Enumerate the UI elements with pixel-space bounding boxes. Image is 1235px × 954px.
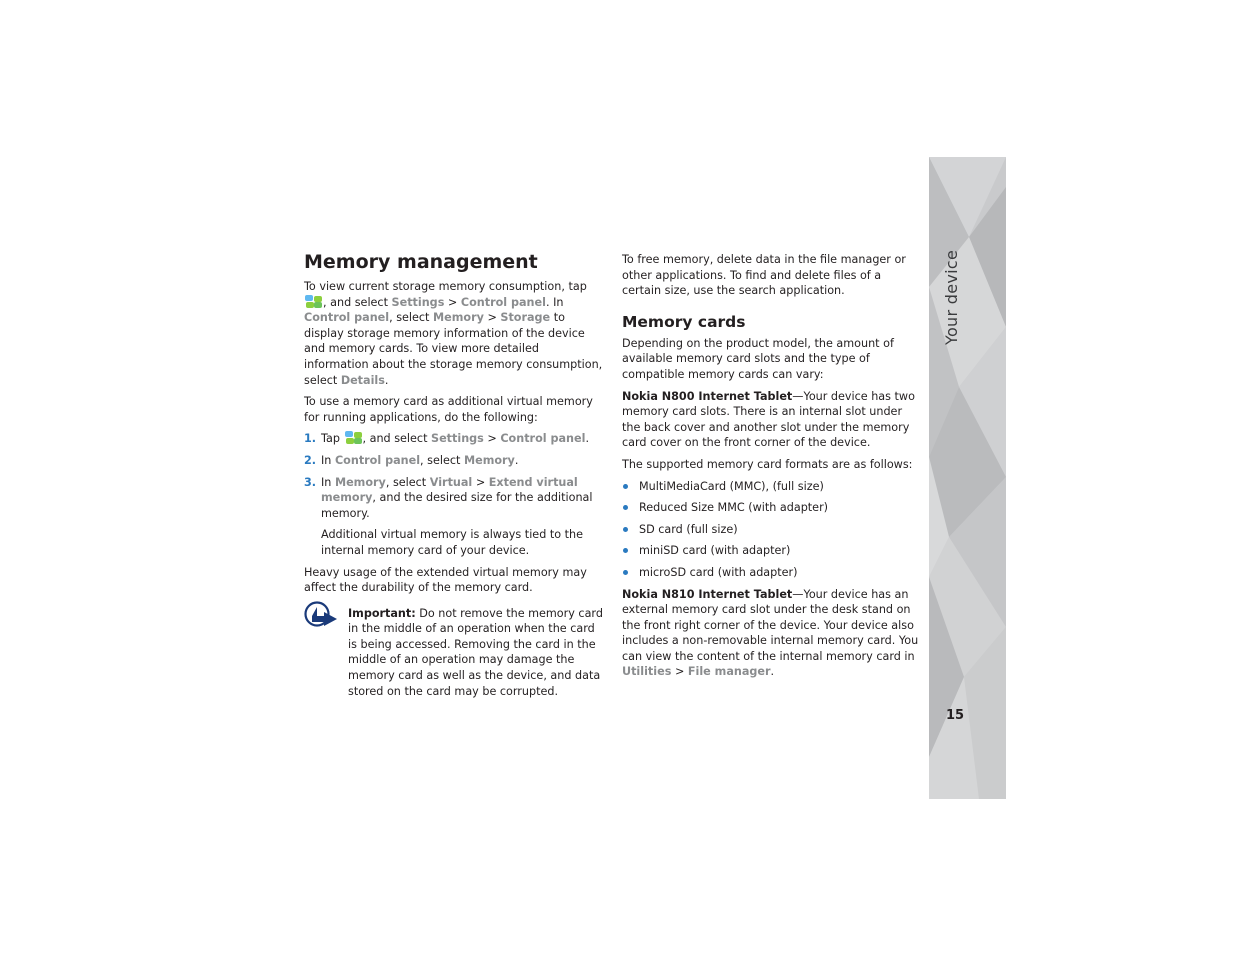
path-separator: > [674, 665, 685, 679]
list-item [622, 522, 922, 538]
menu-file-manager: File manager [687, 665, 771, 679]
durability-paragraph: Heavy usage of the extended virtual memory may affect the durability of the memory card. [304, 565, 587, 595]
text: . In [545, 295, 564, 309]
formats-list [622, 479, 922, 581]
text: —Your device has an external memory card slot under the desk stand on the front right corner of the device. Your device also includes a non-removable internal memory card. You can view the content of the internal memory card in [622, 587, 919, 663]
bullet-icon [623, 527, 628, 532]
n810-paragraph [622, 587, 922, 681]
path-separator: > [487, 311, 497, 325]
menu-memory: Memory [334, 475, 386, 489]
menu-memory: Memory [463, 453, 515, 467]
menu-utilities: Utilities [622, 665, 672, 679]
list-item [304, 453, 604, 469]
menu-details: Details [340, 373, 385, 387]
list-item [622, 565, 922, 581]
important-note [304, 606, 604, 700]
memory-cards-intro: Depending on the product model, the amount of available memory card slots and the type of compatible memory cards can vary: [622, 336, 894, 381]
step-number: 3. [304, 475, 317, 489]
menu-memory: Memory [433, 311, 484, 325]
page-title: Memory management [304, 251, 538, 273]
virtual-memory-intro: To use a memory card as additional virtual memory for running applications, do the following: [304, 395, 593, 424]
menu-control-panel: Control panel [334, 453, 421, 467]
text: . [585, 432, 589, 446]
model-label: Nokia N810 Internet Tablet [622, 587, 793, 601]
model-label: Nokia N800 Internet Tablet [622, 389, 793, 403]
text: and select [330, 295, 388, 309]
important-warning-icon [304, 601, 340, 629]
list-item [622, 479, 922, 495]
text: Tap [321, 432, 340, 446]
chapter-sidebar [929, 157, 1006, 799]
formats-intro: The supported memory card formats are as follows: [622, 457, 913, 471]
n800-paragraph [622, 389, 922, 451]
free-memory-paragraph: To free memory, delete data in the file manager or other applications. To find and delete files of a certain size, use the search application. [622, 253, 906, 298]
text: , [323, 295, 327, 309]
menu-settings: Settings [431, 432, 484, 446]
text: . [770, 665, 775, 679]
application-menu-icon [344, 431, 363, 445]
path-separator: > [475, 475, 486, 489]
path-separator: > [447, 295, 458, 309]
bullet-icon [623, 548, 628, 553]
text: In [321, 475, 332, 489]
left-column [304, 250, 604, 699]
text: . [514, 453, 519, 467]
text: —Your device has two memory card slots. There is an internal slot under the back cover and another slot under the memory card cover on the front corner of the device. [622, 389, 915, 450]
format-text: SD card (full size) [639, 522, 738, 536]
path-separator: > [487, 432, 497, 446]
list-item [304, 431, 604, 447]
right-column [622, 252, 922, 686]
section-title-memory-cards: Memory cards [622, 312, 746, 331]
menu-settings: Settings [391, 295, 445, 309]
format-text: microSD card (with adapter) [639, 565, 798, 579]
bullet-icon [623, 505, 628, 510]
text: , select [420, 453, 461, 467]
steps-list [304, 431, 604, 558]
application-menu-icon [304, 295, 323, 309]
text: In [321, 453, 332, 467]
menu-extend-virtual-memory: Extend virtual memory [321, 475, 578, 505]
bullet-icon [623, 570, 628, 575]
menu-storage: Storage [500, 311, 551, 325]
text: to display storage memory information of the device and memory cards. To view more detailed information about the storage memory consumption, select [304, 311, 603, 387]
chapter-label: Your device [942, 249, 961, 345]
format-text: miniSD card (with adapter) [639, 544, 791, 558]
menu-virtual: Virtual [429, 475, 473, 489]
text: , select [385, 475, 427, 489]
step-note: Additional virtual memory is always tied to the internal memory card of your device. [321, 528, 583, 557]
menu-control-panel: Control panel [460, 295, 546, 309]
text: , and select [362, 432, 428, 446]
menu-control-panel: Control panel [500, 432, 586, 446]
list-item [622, 500, 922, 516]
important-label: Important: [348, 606, 416, 620]
list-item [622, 543, 922, 559]
step-number: 1. [304, 432, 317, 446]
text: , and the desired size for the additional memory. [321, 491, 593, 520]
text: . [384, 373, 389, 387]
text: To view current storage memory consumption, tap [304, 280, 587, 293]
menu-control-panel: Control panel [304, 311, 390, 325]
important-text: Do not remove the memory card in the middle of an operation when the card is being accessed. Removing the card in the middle of an operation may damage the memory card as well as the device, and data stored on the card may be corrupted. [348, 606, 603, 698]
intro-paragraph [304, 279, 604, 388]
bullet-icon [623, 484, 628, 489]
page-number: 15 [946, 708, 965, 723]
format-text: MultiMediaCard (MMC), (full size) [639, 479, 824, 493]
step-number: 2. [304, 453, 317, 467]
text: , select [389, 311, 430, 325]
format-text: Reduced Size MMC (with adapter) [639, 501, 829, 515]
sidebar-pattern [929, 157, 1006, 799]
list-item [304, 475, 604, 559]
